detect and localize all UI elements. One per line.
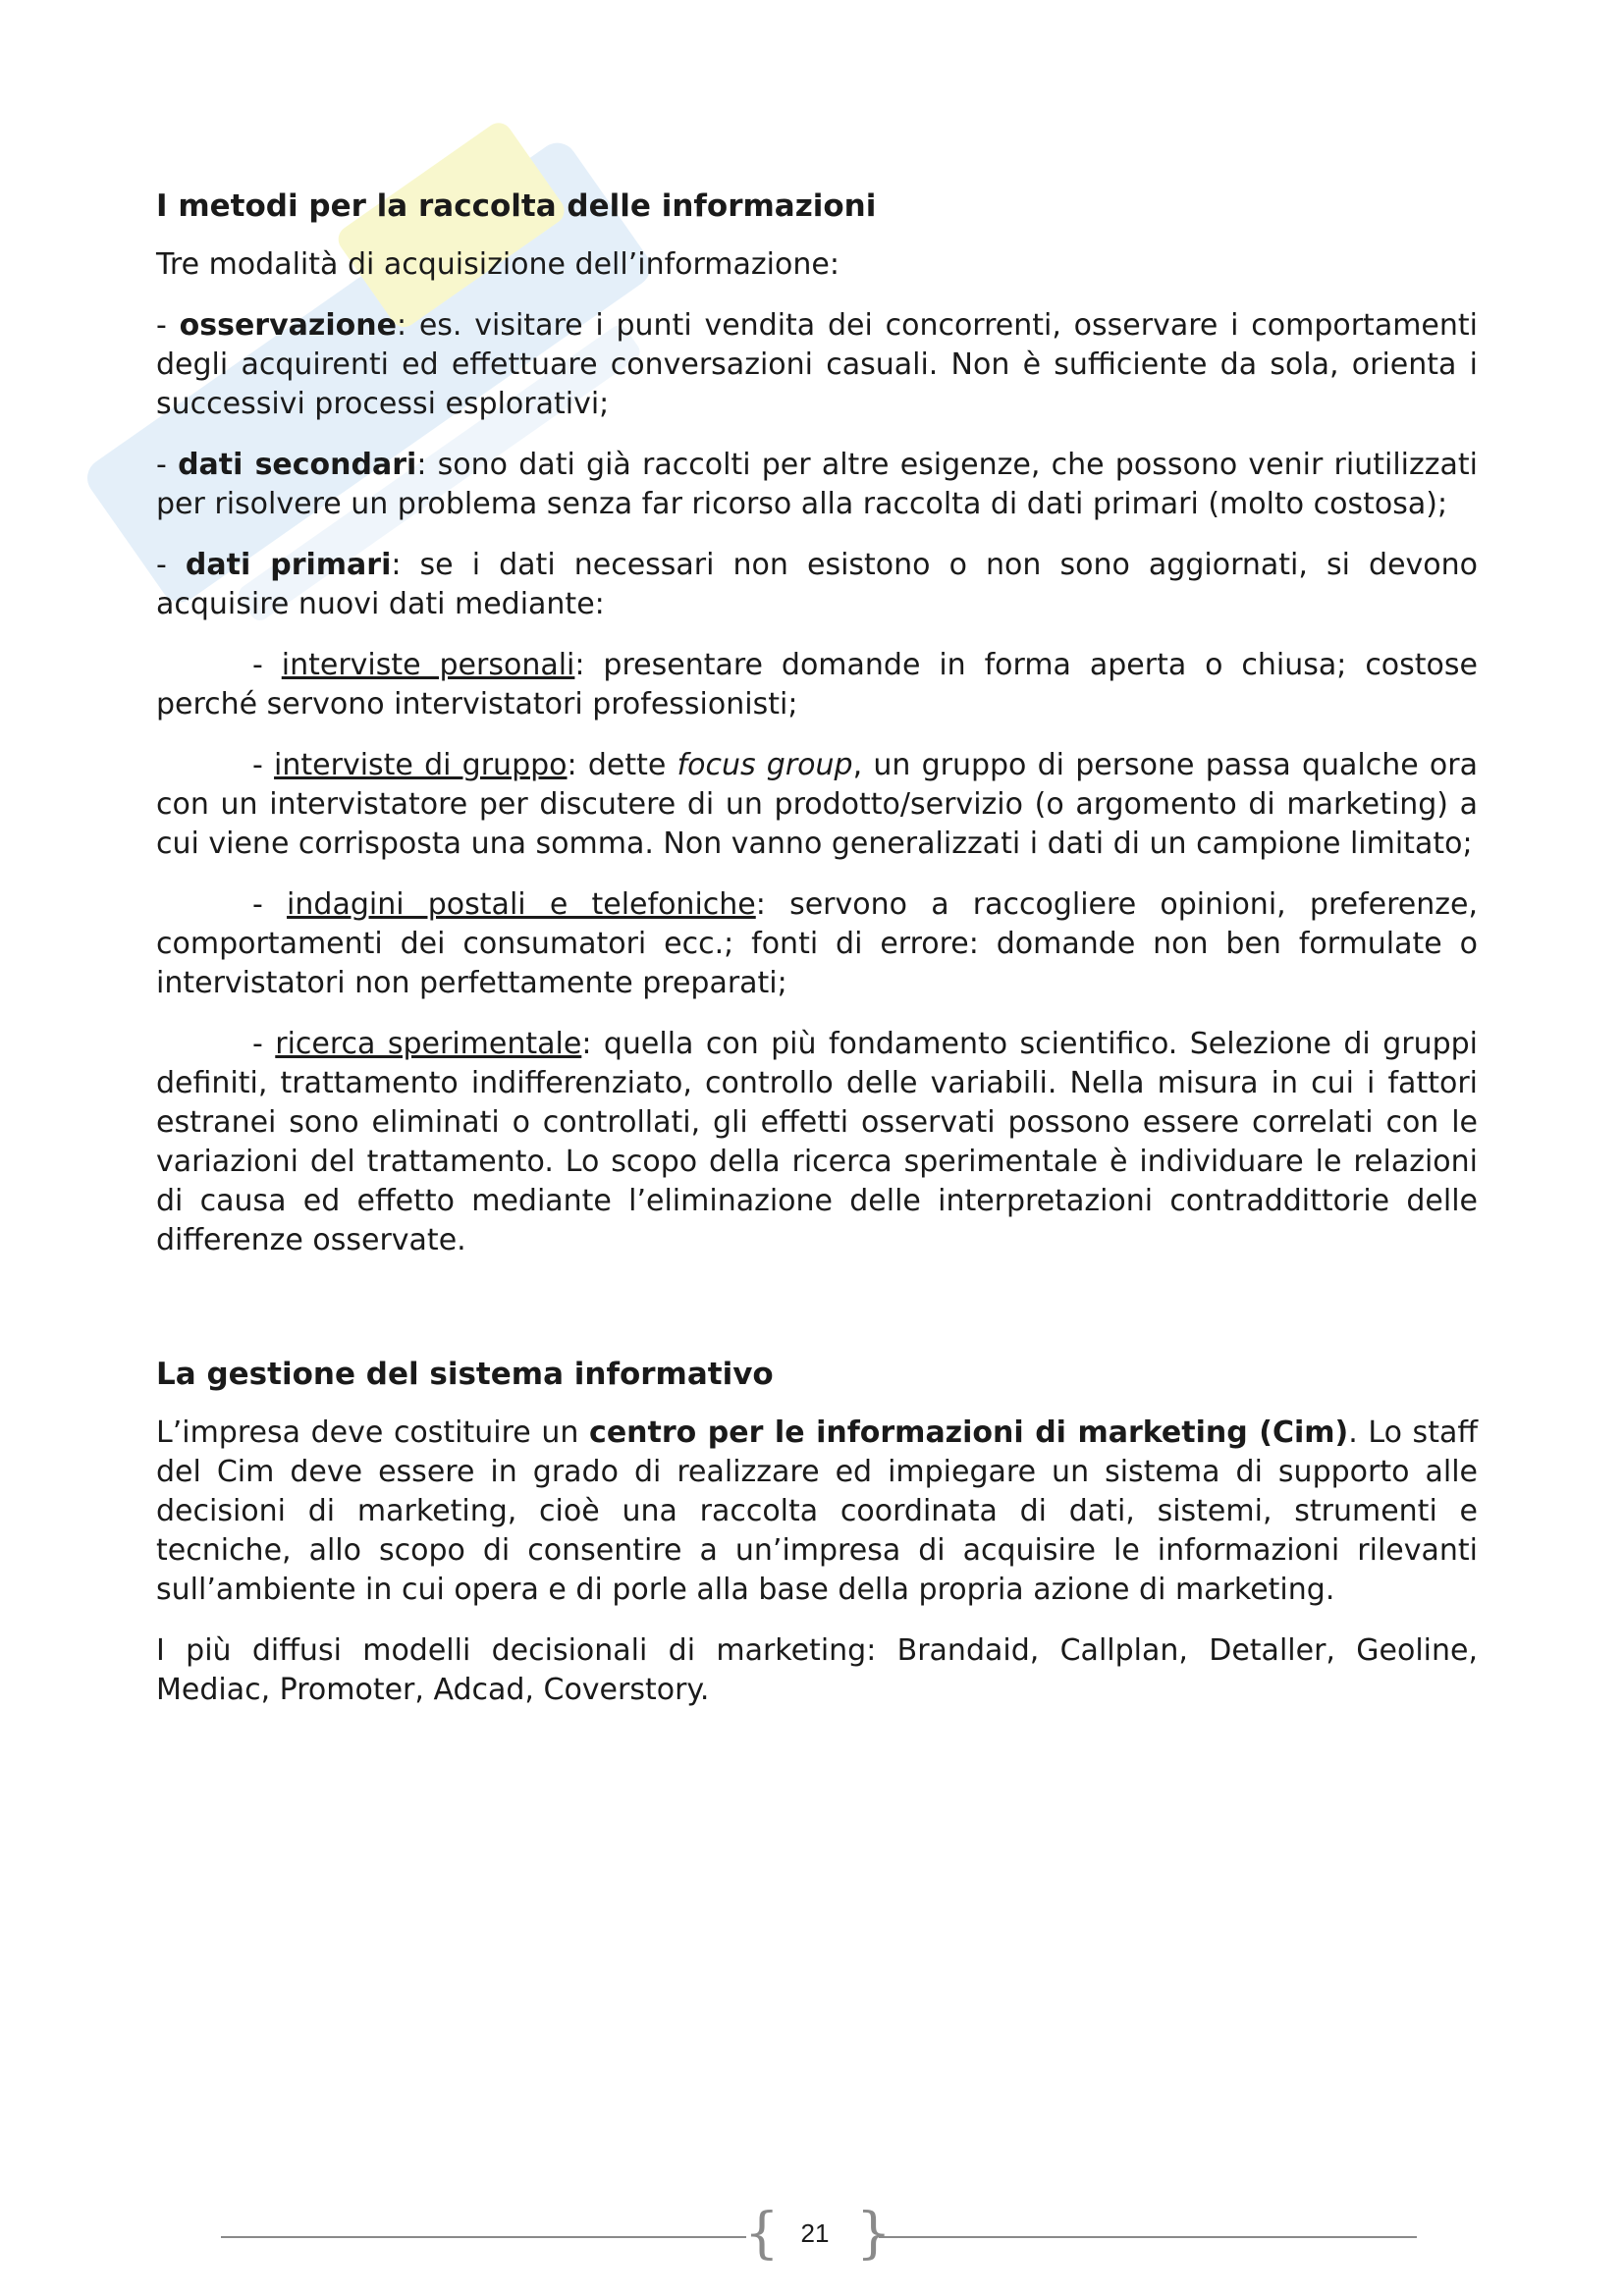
item-dati-secondari [156,446,1478,524]
section-title-raccolta: I metodi per la raccolta delle informazioni [156,188,877,224]
subitem-interviste-personali [156,646,1478,724]
subitem-text-b: , un gruppo di persone passa qualche ora con un intervistatore per discutere di un prodotto/servizio (o argomento di marketing) a cui viene corrisposta una somma. Non vanno generalizzati i dati di un campione limitato; [156,748,1478,861]
item-text: : sono dati già raccolti per altre esigenze, che possono venir riutilizzati per risolvere un problema senza far ricorso alla raccolta di dati primari (molto costosa); [156,448,1478,521]
page-footer [0,2202,1624,2268]
footer-brace-right: } [856,2202,892,2266]
paragraph-text-b: . Lo staff del Cim deve essere in grado di realizzare ed impiegare un sistema di supporto alle decisioni di marketing, cioè una raccolta coordinata di dati, sistemi, strumenti e tecniche, allo scopo di consentire a un’impresa di acquisire le informazioni rilevanti sull’ambiente in cui opera e di porle alla base della propria azione di marketing. [156,1415,1479,1607]
subitem-prefix: - [252,648,282,682]
section-spacer [156,1282,1478,1355]
item-term: dati primari [185,548,392,582]
item-prefix: - [156,448,179,482]
item-text: : se i dati necessari non esistono o non sono aggiornati, si devono acquisire nuovi dati mediante: [156,548,1478,621]
footer-rule-right [879,2236,1417,2238]
item-osservazione [156,306,1478,424]
subitem-ricerca [156,1025,1478,1260]
subitem-prefix: - [252,748,275,782]
item-text: : es. visitare i punti vendita dei concorrenti, osservare i comportamenti degli acquirenti ed effettuare conversazioni casuali. Non è sufficiente da sola, orienta i successivi processi esplorativi; [156,308,1478,421]
subitem-text: : servono a raccogliere opinioni, preferenze, comportamenti dei consumatori ecc.; fonti di errore: domande non ben formulate o intervistatori non perfettamente preparati; [156,887,1478,1000]
footer-rule-left [221,2236,746,2238]
paragraph-modelli: I più diffusi modelli decisionali di marketing: Brandaid, Callplan, Detaller, Geoline, Mediac, Promoter, Adcad, Coverstory. [156,1633,1478,1707]
subitem-text: : presentare domande in forma aperta o chiusa; costose perché servono intervistatori professionisti; [156,648,1478,721]
subitem-text: : quella con più fondamento scientifico. Selezione di gruppi definiti, trattamento indifferenziato, controllo delle variabili. Nella misura in cui i fattori estranei sono eliminati o controllati, gli effetti osservati possono essere correlati con le variazioni del trattamento. Lo scopo della ricerca sperimentale è individuare le relazioni di causa ed effetto mediante l’eliminazione delle interpretazioni contraddittorie delle differenze osservate. [156,1027,1479,1257]
subitem-term: interviste di gruppo [274,748,568,782]
item-dati-primari [156,546,1478,624]
subitem-interviste-gruppo [156,746,1478,864]
page-number: 21 [800,2218,830,2248]
item-term: osservazione [179,308,397,343]
subitem-prefix: - [252,1027,276,1061]
footer-brace-left: { [744,2202,780,2266]
item-term: dati secondari [178,448,417,482]
intro-paragraph: Tre modalità di acquisizione dell’informazione: [156,247,839,282]
subitem-prefix: - [252,887,288,922]
subitem-term: interviste personali [281,648,575,682]
subitem-term: indagini postali e telefoniche [287,887,756,922]
paragraph-text-a: L’impresa deve costituire un [156,1415,590,1450]
paragraph-bold: centro per le informazioni di marketing (Cim) [589,1415,1349,1450]
subitem-indagini [156,885,1478,1003]
subitem-italic: focus group [677,748,853,782]
subitem-term: ricerca sperimentale [275,1027,582,1061]
subitem-text-a: : dette [567,748,677,782]
item-prefix: - [156,548,186,582]
section-title-gestione: La gestione del sistema informativo [156,1357,774,1392]
document-body [156,187,1478,1732]
item-prefix: - [156,308,180,343]
paragraph-cim [156,1414,1478,1610]
